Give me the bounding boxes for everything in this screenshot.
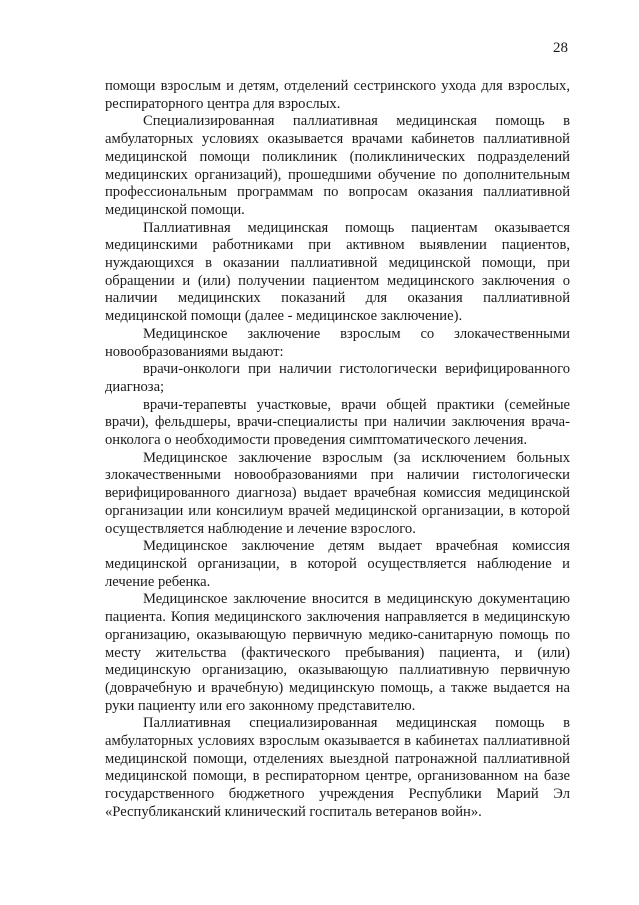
paragraph: Медицинское заключение взрослым со злокачественными новообразованиями выдают: (105, 325, 570, 360)
paragraph: Медицинское заключение детям выдает врачебная комиссия медицинской организации, в которой осуществляется наблюдение и лечение ребенка. (105, 538, 570, 590)
page-number: 28 (553, 40, 568, 56)
paragraph: помощи взрослым и детям, отделений сестринского ухода для взрослых, респираторного центра для взрослых. (105, 78, 570, 112)
document-body (105, 78, 570, 822)
paragraph: врачи-терапевты участковые, врачи общей практики (семейные врачи), фельдшеры, врачи-специалисты при наличии заключения врача-онколога о необходимости проведения симптоматического лечения. (105, 396, 570, 449)
paragraph: Медицинское заключение вносится в медицинскую документацию пациента. Копия медицинского заключения направляется в медицинскую организацию, оказывающую первичную медико-санитарную помощь по месту жительства (фактического пребывания) пациента, и (или) медицинскую организацию, оказывающую паллиативную первичную (доврачебную и врачебную) медицинскую помощь, а также выдается на руки пациенту или его законному представителю. (105, 591, 570, 714)
paragraph: Специализированная паллиативная медицинская помощь в амбулаторных условиях оказывается врачами кабинетов паллиативной медицинской помощи поликлиник (поликлинических подразделений медицинских организаций), прошедшими обучение по дополнительным профессиональным программам по вопросам оказания паллиативной медицинской помощи. (105, 113, 570, 218)
paragraph: Паллиативная специализированная медицинская помощь в амбулаторных условиях взрослым оказывается в кабинетах паллиативной медицинской помощи, отделениях выездной патронажной паллиативной медицинской помощи, в респираторном центре, организованном на базе государственного бюджетного учреждения Республики Марий Эл «Республиканский клинический госпиталь ветеранов войн». (105, 715, 570, 820)
paragraph: врачи-онкологи при наличии гистологически верифицированного диагноза; (105, 361, 570, 395)
paragraph: Медицинское заключение взрослым (за исключением больных злокачественными новообразованиями при наличии гистологически верифицированного диагноза) выдает врачебная комиссия медицинской организации или консилиум врачей медицинской организации, в которой осуществляется наблюдение и лечение взрослого. (105, 449, 570, 537)
paragraph: Паллиативная медицинская помощь пациентам оказывается медицинскими работниками при активном выявлении пациентов, нуждающихся в оказании паллиативной медицинской помощи, при обращении и (или) получении пациентом медицинского заключения о наличии медицинских показаний для оказания паллиативной медицинской помощи (далее - медицинское заключение). (105, 219, 570, 325)
